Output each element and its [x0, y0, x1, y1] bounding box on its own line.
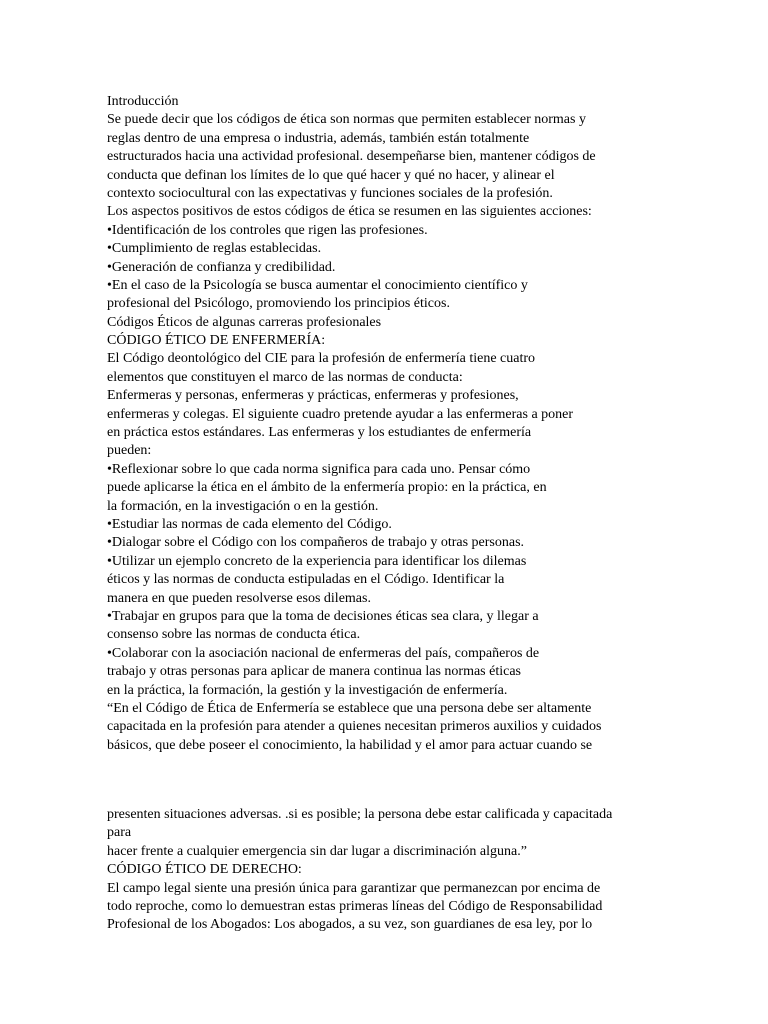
text-line: CÓDIGO ÉTICO DE DERECHO: — [107, 862, 302, 878]
text-line: Introducción — [107, 94, 179, 109]
text-line: en la práctica, la formación, la gestión y la investigación de enfermería. — [107, 682, 508, 698]
text-line: •En el caso de la Psicología se busca aumentar el conocimiento científico y — [107, 277, 528, 293]
text-line: •Reflexionar sobre lo que cada norma significa para cada uno. Pensar cómo — [107, 461, 531, 477]
text-line: •Generación de confianza y credibilidad. — [107, 259, 336, 275]
text-line: conducta que definan los límites de lo que qué hacer y qué no hacer, y alinear el — [107, 167, 555, 183]
text-line: enfermeras y colegas. El siguiente cuadro pretende ayudar a las enfermeras a poner — [107, 406, 574, 422]
text-line: consenso sobre las normas de conducta ética. — [107, 627, 361, 643]
text-line: Profesional de los Abogados: Los abogados, a su vez, son guardianes de esa ley, por lo — [107, 917, 593, 933]
text-line: reglas dentro de una empresa o industria, además, también están totalmente — [107, 130, 530, 146]
text-line: manera en que pueden resolverse esos dilemas. — [107, 590, 371, 606]
text-line: hacer frente a cualquier emergencia sin dar lugar a discriminación alguna.” — [107, 843, 527, 859]
text-line: pueden: — [107, 443, 152, 459]
text-line: presenten situaciones adversas. .si es posible; la persona debe estar calificada y capacitada — [107, 807, 613, 822]
text-line: •Cumplimiento de reglas establecidas. — [107, 241, 322, 257]
text-line: Enfermeras y personas, enfermeras y prácticas, enfermeras y profesiones, — [107, 388, 519, 404]
text-line: El campo legal siente una presión única para garantizar que permanezcan por encima de — [107, 880, 601, 896]
text-line: •Utilizar un ejemplo concreto de la experiencia para identificar los dilemas — [107, 553, 527, 569]
text-line: •Dialogar sobre el Código con los compañeros de trabajo y otras personas. — [107, 535, 525, 551]
text-line: trabajo y otras personas para aplicar de manera continua las normas éticas — [107, 664, 521, 680]
text-line: profesional del Psicólogo, promoviendo los principios éticos. — [107, 296, 450, 312]
text-line: Se puede decir que los códigos de ética son normas que permiten establecer normas y — [107, 112, 586, 128]
text-line: Los aspectos positivos de estos códigos de ética se resumen en las siguientes acciones: — [107, 204, 592, 220]
text-line: Códigos Éticos de algunas carreras profesionales — [107, 314, 382, 330]
text-line: “En el Código de Ética de Enfermería se establece que una persona debe ser altamente — [107, 700, 592, 716]
text-line: puede aplicarse la ética en el ámbito de la enfermería propio: en la práctica, en — [107, 480, 547, 496]
text-line: básicos, que debe poseer el conocimiento, la habilidad y el amor para actuar cuando se — [107, 737, 593, 753]
text-line: la formación, en la investigación o en la gestión. — [107, 498, 379, 514]
text-line: contexto sociocultural con las expectativas y funciones sociales de la profesión. — [107, 185, 553, 201]
text-line: •Estudiar las normas de cada elemento del Código. — [107, 516, 392, 532]
text-line: éticos y las normas de conducta estipuladas en el Código. Identificar la — [107, 572, 505, 588]
text-block-bottom — [107, 806, 747, 935]
text-block-top — [107, 93, 747, 755]
text-line: estructurados hacia una actividad profesional. desempeñarse bien, mantener códigos de — [107, 149, 596, 165]
text-line: capacitada en la profesión para atender a quienes necesitan primeros auxilios y cuidados — [107, 719, 602, 735]
text-line: CÓDIGO ÉTICO DE ENFERMERÍA: — [107, 333, 326, 349]
text-line: elementos que constituyen el marco de las normas de conducta: — [107, 369, 463, 385]
text-line: •Trabajar en grupos para que la toma de decisiones éticas sea clara, y llegar a — [107, 608, 539, 624]
text-line: todo reproche, como lo demuestran estas primeras líneas del Código de Responsabilidad — [107, 898, 603, 914]
text-line: •Identificación de los controles que rigen las profesiones. — [107, 222, 428, 238]
text-line: •Colaborar con la asociación nacional de enfermeras del país, compañeros de — [107, 645, 540, 661]
text-line: en práctica estos estándares. Las enfermeras y los estudiantes de enfermería — [107, 425, 532, 441]
text-line: para — [107, 825, 132, 841]
text-line: El Código deontológico del CIE para la profesión de enfermería tiene cuatro — [107, 351, 536, 367]
